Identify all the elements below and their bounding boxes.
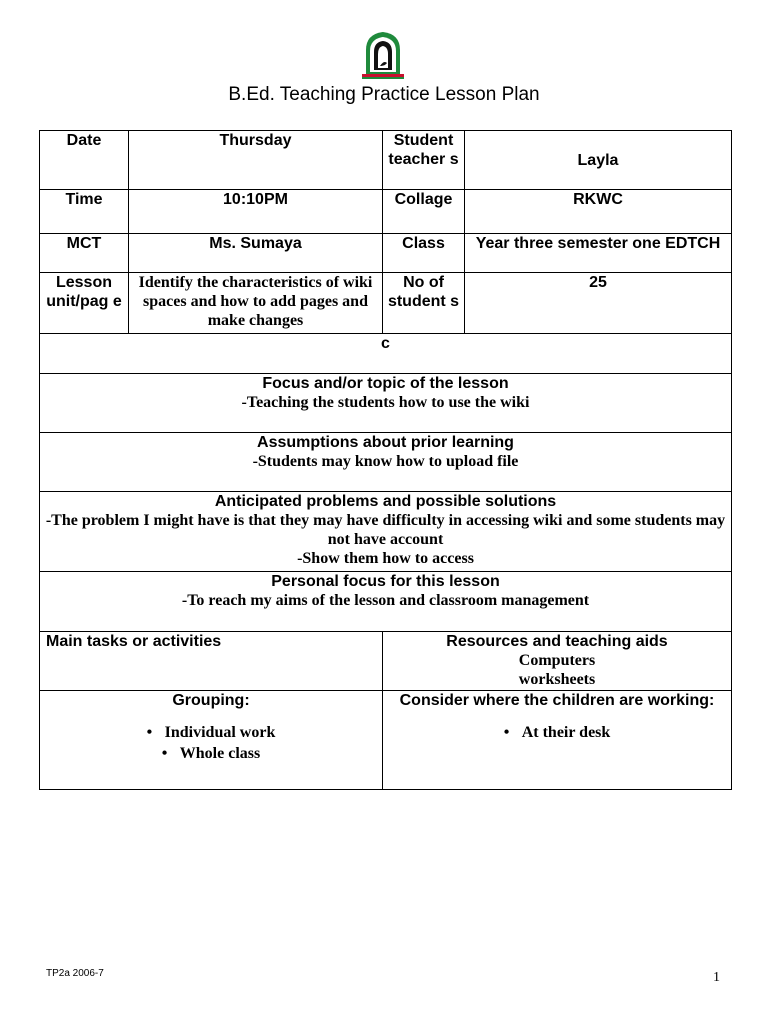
bullet-icon: • xyxy=(161,745,168,762)
working-location-list xyxy=(386,722,728,743)
assumptions-heading: Assumptions about prior learning xyxy=(257,434,514,451)
lesson-unit-label: Lesson unit/pag e xyxy=(40,273,129,334)
row-focus xyxy=(40,374,732,433)
university-logo xyxy=(360,30,406,80)
row-tasks xyxy=(40,632,732,691)
no-of-students-value: 25 xyxy=(465,273,732,334)
personal-focus-text: -To reach my aims of the lesson and classroom management xyxy=(181,592,590,609)
lesson-plan-table xyxy=(39,130,732,790)
list-item: • At their desk xyxy=(503,724,611,741)
focus-text: -Teaching the students how to use the wiki xyxy=(241,394,530,411)
problems-text: -The problem I might have is that they may have difficulty in accessing wiki and some students may not have account xyxy=(45,512,726,548)
lesson-unit-value: Identify the characteristics of wiki spaces and how to add pages and make changes xyxy=(129,273,383,334)
grouping-heading: Grouping: xyxy=(172,692,250,709)
resources-heading: Resources and teaching aids xyxy=(446,633,668,650)
working-location-heading: Consider where the children are working: xyxy=(399,692,715,709)
page-title: B.Ed. Teaching Practice Lesson Plan xyxy=(228,84,540,105)
date-label: Date xyxy=(40,131,129,190)
row-assumptions xyxy=(40,433,732,492)
resource-item: worksheets xyxy=(518,671,596,688)
list-item: • Whole class xyxy=(161,745,261,762)
college-label: Collage xyxy=(383,190,465,234)
solutions-text: -Show them how to access xyxy=(297,550,474,567)
class-label: Class xyxy=(383,234,465,273)
problems-heading: Anticipated problems and possible solutions xyxy=(214,493,557,510)
row-c xyxy=(40,334,732,374)
no-of-students-label: No of student s xyxy=(383,273,465,334)
bullet-icon: • xyxy=(503,724,510,741)
document-code: TP2a 2006-7 xyxy=(46,968,104,979)
row-grouping xyxy=(40,691,732,790)
row-mct xyxy=(40,234,732,273)
date-value: Thursday xyxy=(129,131,383,190)
grouping-list xyxy=(43,722,379,764)
time-value: 10:10PM xyxy=(129,190,383,234)
mct-value: Ms. Sumaya xyxy=(129,234,383,273)
row-date xyxy=(40,131,732,190)
class-value: Year three semester one EDTCH xyxy=(465,234,732,273)
time-label: Time xyxy=(40,190,129,234)
student-teacher-label: Student teacher s xyxy=(383,131,465,190)
bullet-icon: • xyxy=(146,724,153,741)
row-personal-focus xyxy=(40,572,732,632)
row-problems xyxy=(40,492,732,572)
assumptions-text: -Students may know how to upload file xyxy=(252,453,519,470)
focus-heading: Focus and/or topic of the lesson xyxy=(262,375,509,392)
c-text: c xyxy=(40,334,732,374)
resource-item: Computers xyxy=(518,652,596,669)
student-teacher-value: Layla xyxy=(465,131,732,190)
page-number: 1 xyxy=(713,970,720,985)
list-item: • Individual work xyxy=(146,724,276,741)
mct-label: MCT xyxy=(40,234,129,273)
row-time xyxy=(40,190,732,234)
main-tasks-heading: Main tasks or activities xyxy=(40,632,383,691)
row-lesson-unit xyxy=(40,273,732,334)
personal-focus-heading: Personal focus for this lesson xyxy=(271,573,500,590)
college-value: RKWC xyxy=(465,190,732,234)
